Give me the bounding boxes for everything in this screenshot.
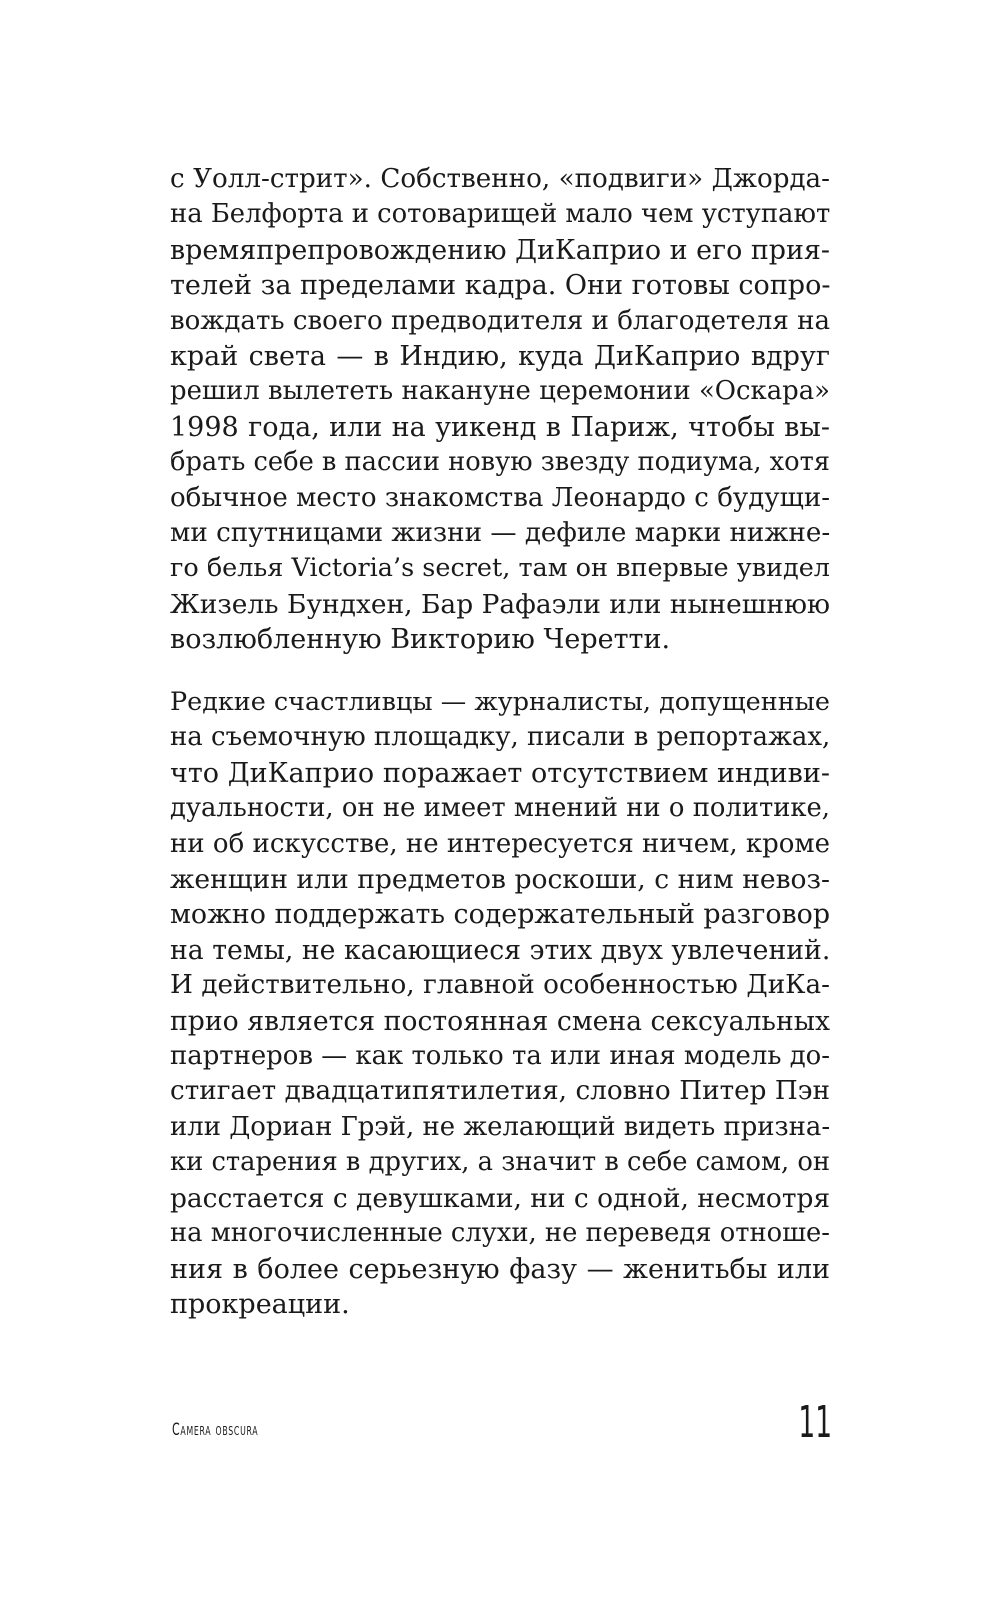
- text-line: ки старения в других, а значит в себе самом, он: [170, 1147, 831, 1178]
- text-line: с Уолл-стрит». Собственно, «подвиги» Джорда-: [170, 164, 830, 194]
- text-line: прио является постоянная смена сексуальных: [170, 1005, 830, 1037]
- text-line: решил вылететь накануне церемонии «Оскара»: [170, 376, 830, 407]
- text-line: можно поддержать содержательный разговор: [170, 899, 831, 931]
- text-line: Жизель Бундхен, Бар Рафаэли или нынешнюю: [170, 588, 830, 620]
- text-line: вождать своего предводителя и благодетеля на: [170, 305, 830, 336]
- text-line: брать себе в пассии новую звезду подиума, хотя: [170, 447, 830, 478]
- paragraph-2: [170, 685, 830, 1322]
- running-footer-title: Camera obscura: [172, 1420, 259, 1440]
- text-line: партнеров — как только та или иная модель до-: [170, 1041, 830, 1072]
- text-line: ми спутницами жизни — дефиле марки нижне-: [170, 518, 831, 549]
- text-line: го белья Victoria’s secret, там он впервые увидел: [170, 553, 830, 584]
- text-line: расстается с девушками, ни с одной, несмотря: [170, 1182, 831, 1214]
- text-line: Редкие счастливцы — журналисты, допущенные: [170, 687, 830, 717]
- text-line: стигает двадцатипятилетия, словно Питер Пэн: [170, 1076, 830, 1107]
- text-line: край света — в Индию, куда ДиКаприо вдруг: [170, 341, 830, 373]
- text-line: И действительно, главной особенностью ДиКа-: [170, 970, 830, 1001]
- paragraph-1: [170, 162, 830, 658]
- page-number: 11: [798, 1397, 832, 1448]
- text-line: дуальности, он не имеет мнений ни о политике,: [170, 793, 830, 824]
- text-line: женщин или предметов роскоши, с ним невоз-: [170, 864, 830, 896]
- text-line: телей за пределами кадра. Они готовы сопро-: [170, 270, 831, 302]
- text-line: прокреации.: [170, 1288, 350, 1320]
- text-line: 1998 года, или на уикенд в Париж, чтобы вы-: [170, 411, 830, 443]
- text-line: ния в более серьезную фазу — женитьбы или: [170, 1253, 830, 1285]
- text-line: ни об искусстве, не интересуется ничем, кроме: [170, 828, 830, 859]
- text-line: на съемочную площадку, писали в репортажах,: [170, 722, 831, 753]
- text-line: на Белфорта и сотоварищей мало чем уступают: [170, 199, 831, 230]
- text-line: обычное место знакомства Леонардо с будущи-: [170, 482, 830, 513]
- text-line: что ДиКаприо поражает отсутствием индиви-: [170, 757, 830, 789]
- text-line: или Дориан Грэй, не желающий видеть призна-: [170, 1111, 831, 1142]
- text-line: на темы, не касающиеся этих двух увлечений.: [170, 934, 831, 966]
- text-line: возлюбленную Викторию Черетти.: [170, 624, 671, 656]
- text-line: на многочисленные слухи, не переведя отноше-: [170, 1218, 830, 1249]
- text-line: времяпрепровождению ДиКаприо и его прия-: [170, 234, 830, 266]
